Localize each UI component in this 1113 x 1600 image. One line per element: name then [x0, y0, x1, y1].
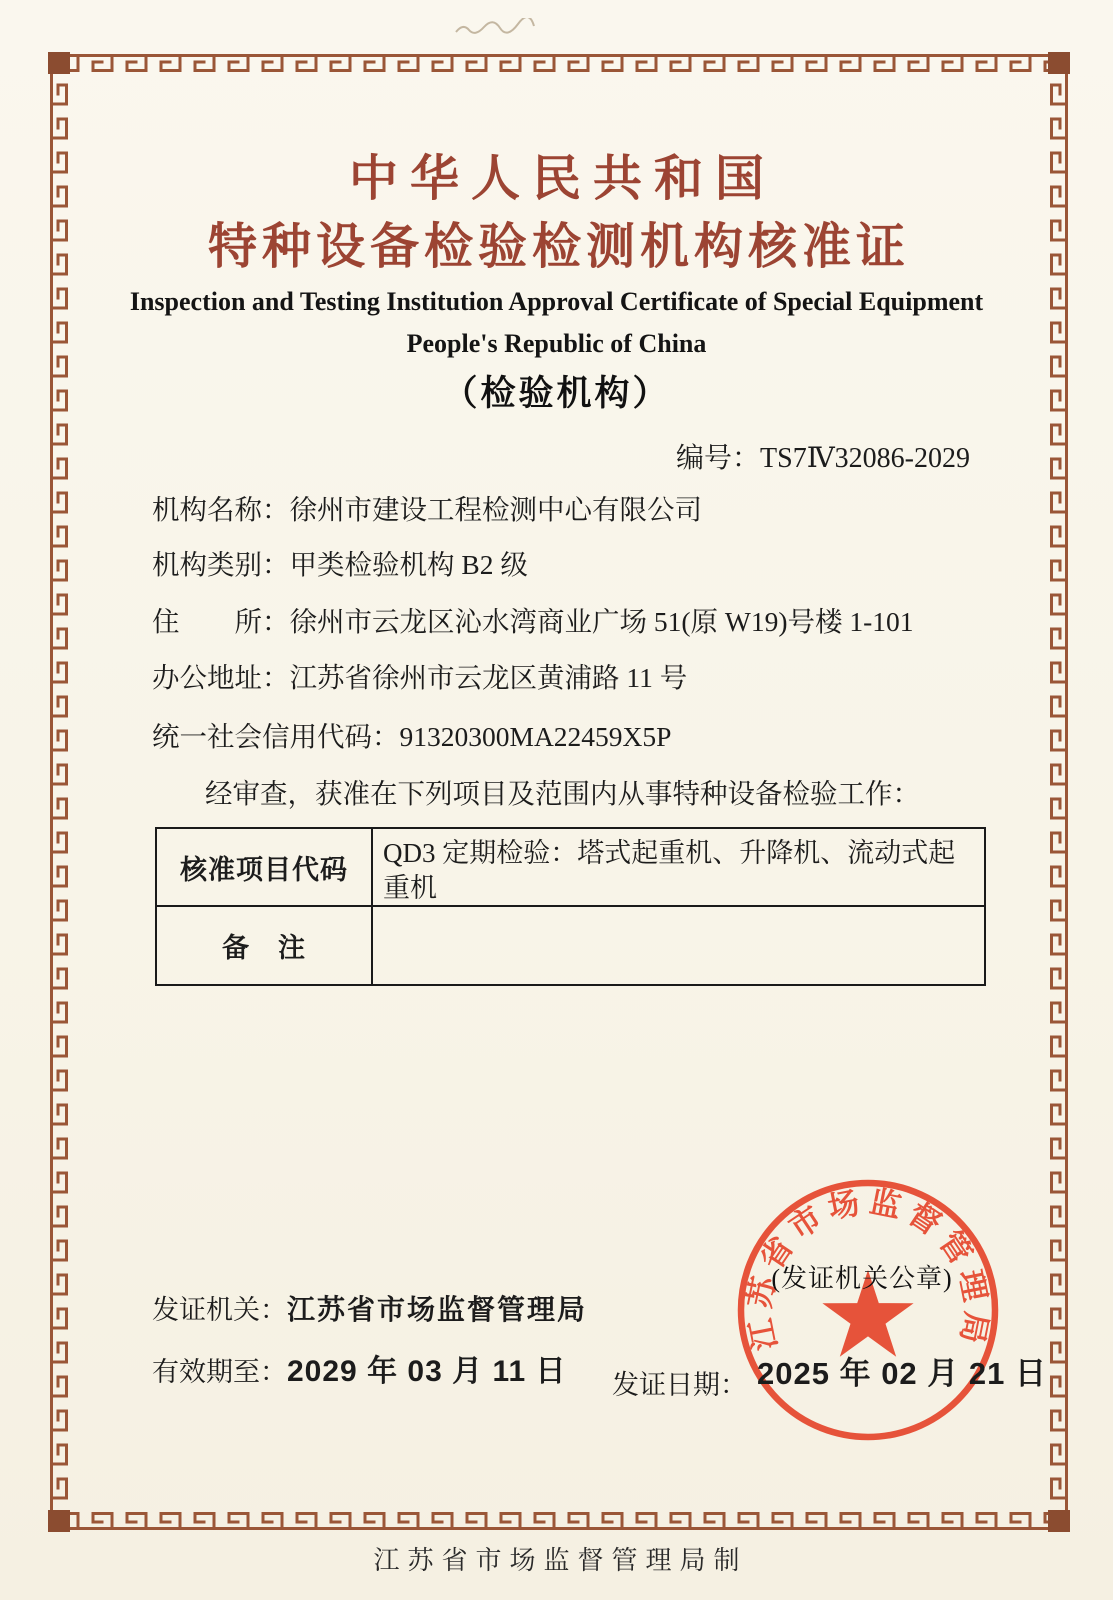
field-row-credit-code [152, 714, 671, 754]
cert-number [676, 436, 970, 476]
remark-value-cell [373, 907, 984, 984]
issuing-authority-row [152, 1288, 587, 1328]
field-row-office-address [152, 655, 687, 695]
footer-made-by: 江苏省市场监督管理局制 [373, 1546, 748, 1575]
title-cn-line2: 特种设备检验检测机构核准证 [207, 219, 910, 274]
title-en-line1: Inspection and Testing Institution Approval Certificate of Special Equipment [129, 287, 984, 316]
approval-code-header-cell: 核准项目代码 [157, 829, 373, 907]
valid-until-label: 有效期至： [152, 1357, 287, 1387]
field-label: 机构类别： [152, 549, 290, 580]
stamp-arc-text: 江苏省市场监督管理局 [741, 1183, 995, 1354]
approval-intro: 经审查，获准在下列项目及范围内从事特种设备检验工作： [205, 778, 920, 809]
field-row-org-category [152, 542, 528, 582]
valid-until-row [152, 1346, 567, 1390]
issue-date-value: 2025 年 02 月 21 日 [757, 1356, 1047, 1391]
field-label: 住 所： [152, 606, 290, 637]
field-label: 统一社会信用代码： [152, 721, 400, 752]
remark-header-cell: 备 注 [157, 907, 373, 984]
issue-date-label: 发证日期： [612, 1370, 747, 1400]
field-value: 91320300MA22459X5P [399, 721, 672, 752]
field-value: 甲类检验机构 B2 级 [289, 549, 528, 580]
approval-table [155, 827, 986, 986]
approval-code-value-cell: QD3 定期检验：塔式起重机、升降机、流动式起重机 [373, 829, 984, 907]
stamp-overlay-note: (发证机关公章) [771, 1264, 953, 1293]
subtitle: （检验机构） [442, 374, 671, 413]
title-en-line2: People's Republic of China [406, 329, 707, 358]
field-value: 徐州市建设工程检测中心有限公司 [289, 494, 702, 525]
title-cn-line1: 中华人民共和国 [348, 151, 776, 206]
valid-until-value: 2029 年 03 月 11 日 [287, 1355, 567, 1388]
field-value: 江苏省徐州市云龙区黄浦路 11 号 [289, 662, 688, 693]
cert-number-value: TS7Ⅳ32086-2029 [760, 443, 970, 474]
field-label: 机构名称： [152, 494, 290, 525]
field-value: 徐州市云龙区沁水湾商业广场 51(原 W19)号楼 1-101 [289, 606, 914, 637]
field-label: 办公地址： [152, 662, 290, 693]
cert-number-label: 编号： [676, 443, 761, 474]
field-row-residence [152, 599, 914, 639]
issuing-authority-label: 发证机关： [152, 1295, 287, 1325]
issuing-authority-value: 江苏省市场监督管理局 [287, 1295, 588, 1326]
field-row-org-name [152, 487, 702, 527]
